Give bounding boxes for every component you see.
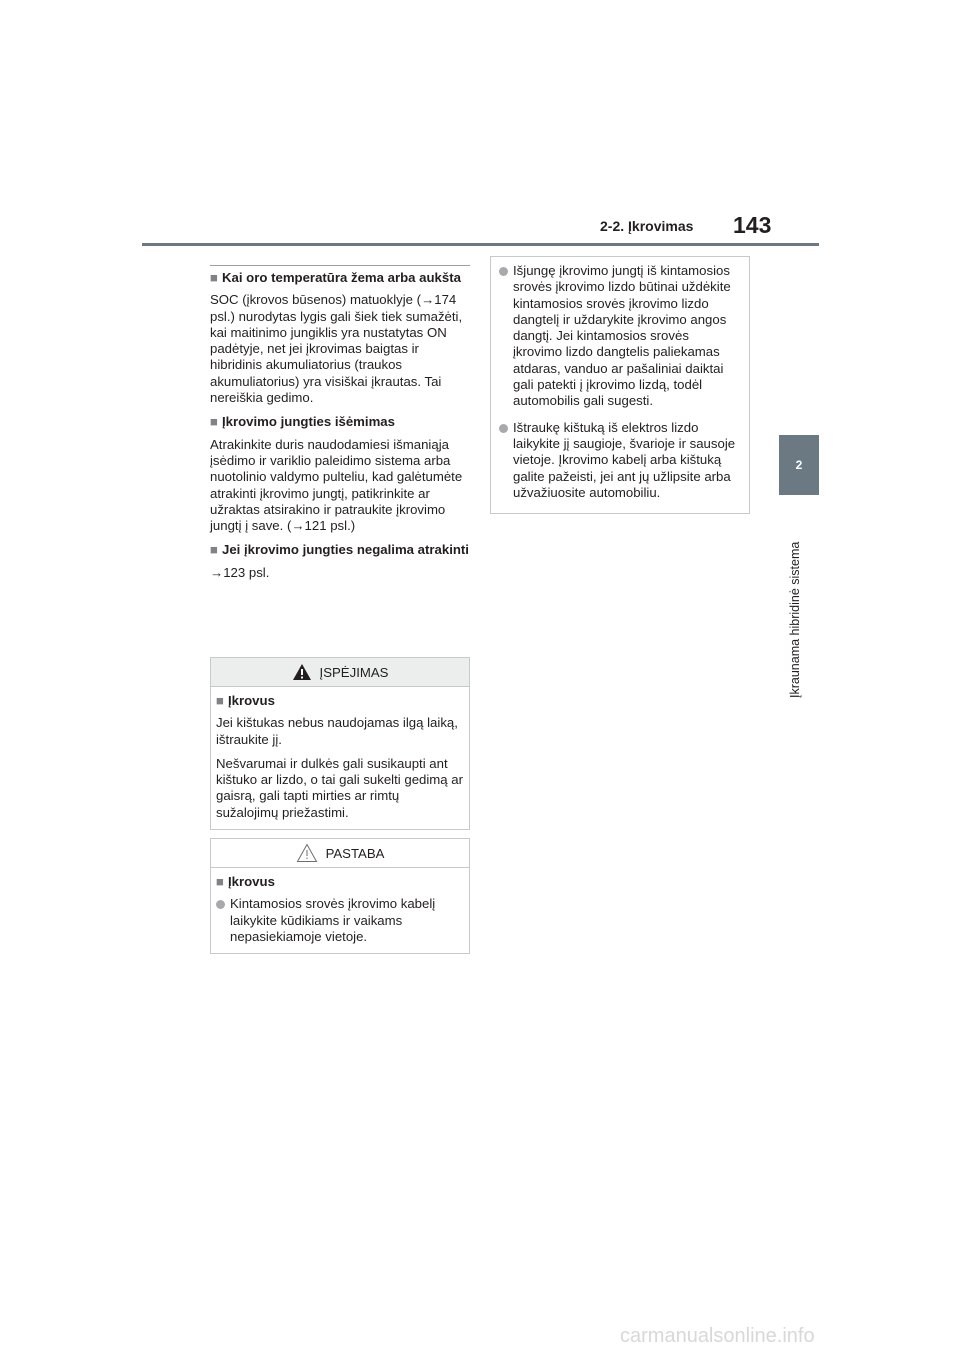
section-title: 2-2. Įkrovimas bbox=[600, 218, 694, 234]
note-box-body bbox=[211, 868, 469, 953]
square-bullet-icon: ■ bbox=[210, 414, 218, 430]
heading-text: Jei įkrovimo jungties negalima atrakinti bbox=[222, 542, 469, 558]
section-heading bbox=[210, 542, 470, 558]
bullet-text: Kintamosios srovės įkrovimo kabelį laikykite kūdikiams ir vaikams nepasiekiamoje vietoje. bbox=[230, 896, 436, 944]
note-box-header bbox=[211, 839, 469, 868]
square-bullet-icon: ■ bbox=[216, 874, 224, 889]
section-heading bbox=[210, 414, 470, 430]
caution-outline-triangle-icon bbox=[296, 843, 318, 863]
warning-title: ĮSPĖJIMAS bbox=[319, 664, 389, 680]
chapter-number: 2 bbox=[795, 458, 803, 472]
bullet-text: Išjungę įkrovimo jungtį iš kintamosios srovės įkrovimo lizdo būtinai uždėkite kintamosios srovės įkrovimo lizdo dangtelį ir uždarykite įkrovimo angos dangtį. Jei kintamosios srovės įkrovimo lizdo dangtelis paliekamas atdaras, vanduo ar pašaliniai daiktai gali patekti į įkrovimo lizdą, todėl automobilis gali sugesti. bbox=[513, 263, 731, 409]
continued-note-body bbox=[491, 257, 749, 513]
bullet-item bbox=[499, 263, 741, 410]
paragraph: Atrakinkite duris naudodamiesi išmaniąja įsėdimo ir variklio paleidimo sistema arba nuotolinio valdymo pulteliu, kad galėtumėte atrakinti įkrovimo jungtį, patikrinkite ar užraktas atsirakino ir patraukite įkrovimo jungtį į save. (→121 psl.) bbox=[210, 436, 463, 534]
header-rule bbox=[142, 243, 819, 246]
page-reference: →123 psl. bbox=[210, 564, 270, 580]
chapter-tab bbox=[779, 435, 819, 495]
section-heading bbox=[210, 270, 470, 286]
continued-note-box bbox=[490, 256, 750, 514]
round-bullet-icon bbox=[499, 424, 508, 433]
square-bullet-icon: ■ bbox=[210, 270, 218, 285]
chapter-side-title bbox=[786, 510, 806, 700]
watermark: carmanualsonline.info bbox=[620, 1325, 815, 1347]
bullet-text: Ištraukę kištuką iš elektros lizdo laikykite jį saugioje, švarioje ir sausoje vietoje. Įkrovimo kabelį arba kištuką galite pažeisti, jei ant jų užlipsite arba užvažiuosite automobiliu. bbox=[513, 419, 736, 500]
note-heading bbox=[216, 874, 464, 890]
square-bullet-icon: ■ bbox=[216, 693, 224, 708]
heading-text: Kai oro temperatūra žema arba aukšta bbox=[222, 270, 461, 285]
warning-box-header bbox=[211, 658, 469, 687]
bullet-item bbox=[499, 420, 741, 501]
heading-text: Įkrovimo jungties išėmimas bbox=[222, 414, 395, 430]
heading-text: Įkrovus bbox=[228, 693, 275, 708]
round-bullet-icon bbox=[499, 267, 508, 276]
chapter-title: Įkraunama hibridinė sistema bbox=[788, 541, 802, 698]
warning-box-body bbox=[211, 687, 469, 829]
paragraph: SOC (įkrovos būsenos) matuoklyje (→174 psl.) nurodytas lygis gali šiek tiek sumažėti, kai maitinimo jungiklis yra nustatytas ON padėtyje, net jei įkrovimas baigtas ir hibridinis akumuliatorius (traukos akumuliatorius) yra visiškai įkrautas. Tai nereiškia gedimo. bbox=[210, 292, 463, 406]
paragraph: Jei kištukas nebus naudojamas ilgą laiką, ištraukite jį. bbox=[216, 715, 458, 747]
section-divider bbox=[210, 265, 470, 266]
square-bullet-icon: ■ bbox=[210, 542, 218, 558]
paragraph: Nešvarumai ir dulkės gali susikaupti ant kištuko ar lizdo, o tai gali sukelti gedimą ar gaisrą, gali tapti mirties ar rimtų sužalojimų priežastimi. bbox=[216, 755, 464, 820]
bullet-item bbox=[216, 896, 464, 945]
warning-box bbox=[210, 657, 470, 830]
left-column bbox=[210, 265, 470, 589]
warning-heading bbox=[216, 693, 464, 709]
note-box bbox=[210, 838, 470, 954]
page-number: 143 bbox=[733, 212, 772, 238]
note-title: PASTABA bbox=[325, 845, 385, 861]
heading-text: Įkrovus bbox=[228, 874, 275, 889]
warning-triangle-icon bbox=[292, 663, 312, 681]
round-bullet-icon bbox=[216, 900, 225, 909]
